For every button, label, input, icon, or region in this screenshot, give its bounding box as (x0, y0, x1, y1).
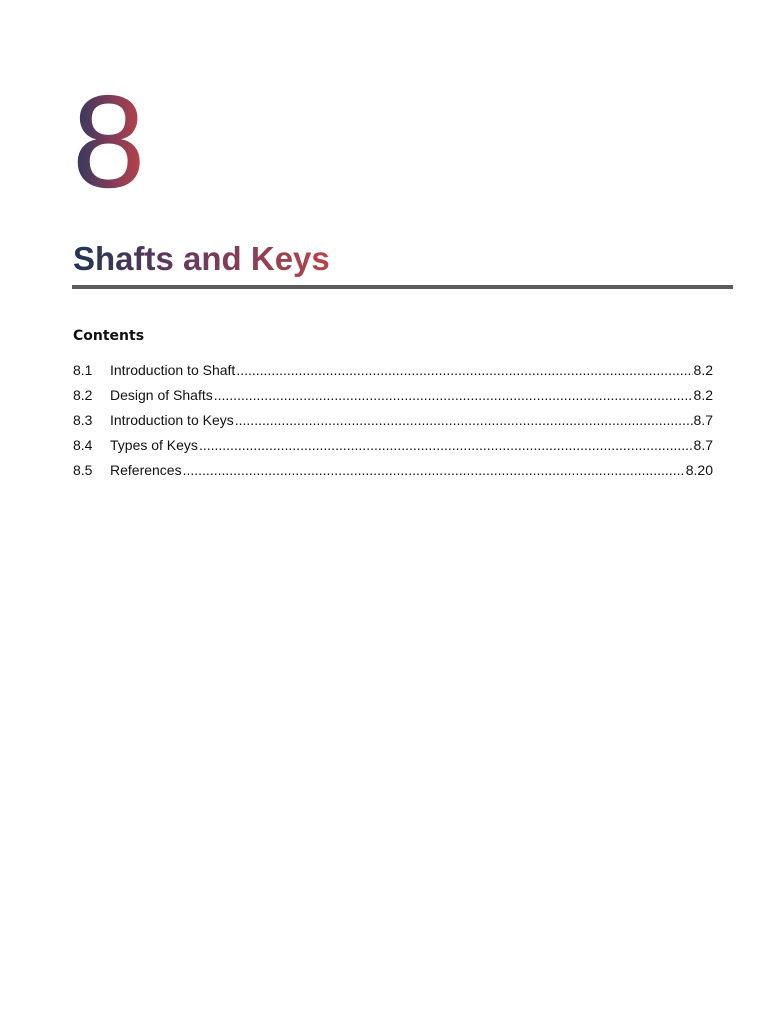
table-of-contents (73, 362, 713, 487)
toc-entry-number: 8.1 (73, 362, 93, 378)
toc-entry[interactable] (73, 362, 713, 387)
contents-heading: Contents (73, 328, 145, 344)
toc-entry[interactable] (73, 462, 713, 487)
toc-entry-label: Design of Shafts (110, 387, 213, 403)
toc-entry-number: 8.3 (73, 412, 93, 428)
toc-entry-number: 8.2 (73, 387, 93, 403)
toc-entry-label: Types of Keys (110, 437, 198, 453)
toc-entry[interactable] (73, 412, 713, 437)
toc-entry-page: 8.2 (693, 387, 713, 403)
toc-dot-leader (214, 387, 693, 403)
title-divider (72, 285, 733, 289)
toc-dot-leader (183, 462, 685, 478)
toc-entry-page: 8.2 (693, 362, 713, 378)
toc-entry-label: References (110, 462, 182, 478)
toc-entry-number: 8.4 (73, 437, 93, 453)
chapter-number: 8 (72, 68, 146, 215)
toc-entry-page: 8.7 (693, 437, 713, 453)
chapter-title: Shafts and Keys (73, 238, 330, 280)
toc-entry[interactable] (73, 437, 713, 462)
toc-entry-label: Introduction to Shaft (110, 362, 236, 378)
toc-entry-number: 8.5 (73, 462, 93, 478)
toc-dot-leader (235, 412, 693, 428)
toc-entry-label: Introduction to Keys (110, 412, 234, 428)
toc-entry-page: 8.20 (685, 462, 713, 478)
toc-entry-page: 8.7 (693, 412, 713, 428)
toc-entry[interactable] (73, 387, 713, 412)
toc-dot-leader (236, 362, 692, 378)
toc-dot-leader (199, 437, 693, 453)
